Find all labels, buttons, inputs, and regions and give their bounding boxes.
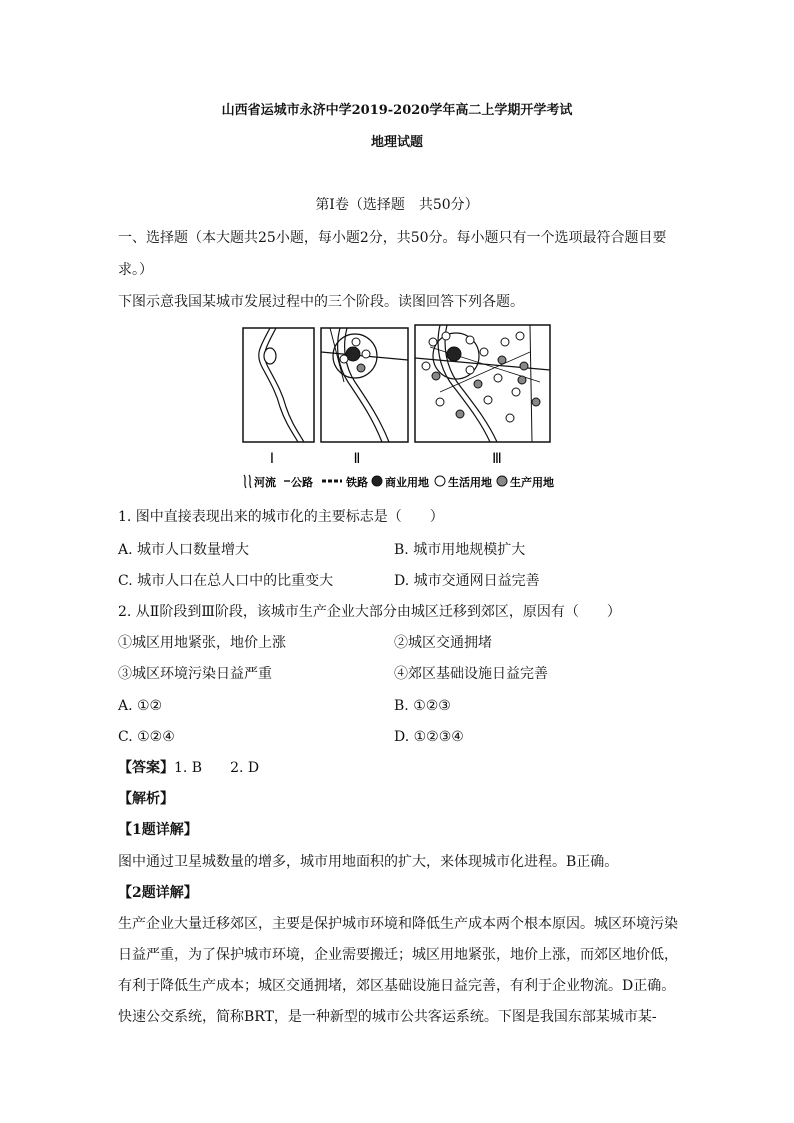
stage-label-3: Ⅲ <box>492 451 502 467</box>
residential-legend-icon <box>435 476 445 486</box>
commercial-legend-icon <box>372 476 382 486</box>
question-1-option-c: C. 城市人口在总人口中的比重变大 <box>118 573 334 589</box>
question-1-option-a: A. 城市人口数量增大 <box>118 542 250 558</box>
stage-1-frame <box>243 328 314 442</box>
answer-label: 【答案】 <box>118 760 174 776</box>
legend-railway: 铁路 <box>346 476 368 489</box>
stage-label-1: Ⅰ <box>269 451 275 467</box>
figure-legend <box>244 475 554 489</box>
legend-residential: 生活用地 <box>448 476 492 489</box>
legend-road: 公路 <box>291 476 313 489</box>
question-1-stem: 1. 图中直接表现出来的城市化的主要标志是（ ） <box>118 509 444 525</box>
city-stages-figure <box>240 322 555 497</box>
q2-analysis-line-1: 生产企业大量迁移郊区，主要是保护城市环境和降低生产成本两个根本原因。城区环境污染 <box>118 916 678 932</box>
city-stages-map <box>240 322 555 497</box>
section-heading: 第Ⅰ卷（选择题 共50分） <box>315 197 479 213</box>
question-2-option-a: A. ①② <box>118 698 163 714</box>
question-2-item-1: ①城区用地紧张，地价上涨 <box>118 635 286 651</box>
q2-analysis-line-2: 日益严重，为了保护城市环境，企业需要搬迁；城区用地紧张，地价上涨，而郊区地价低， <box>118 947 678 963</box>
stage-label-2: Ⅱ <box>353 451 361 467</box>
legend-commercial: 商业用地 <box>385 476 429 489</box>
question-2-option-d: D. ①②③④ <box>394 729 464 745</box>
q2-analysis-label: 【2题详解】 <box>118 885 198 901</box>
instructions-line-2: 求。） <box>118 262 153 278</box>
stage-3-commercial <box>447 347 461 361</box>
figure-intro: 下图示意我国某城市发展过程中的三个阶段。读图回答下列各题。 <box>118 294 524 310</box>
river-legend-icon <box>244 475 246 488</box>
industrial-legend-icon <box>497 476 507 486</box>
stage-1-settlement <box>264 348 276 364</box>
question-2-option-b: B. ①②③ <box>394 698 451 714</box>
question-2-stem: 2. 从Ⅱ阶段到Ⅲ阶段，该城市生产企业大部分由城区迁移到郊区，原因有（ ） <box>118 604 621 620</box>
next-question-intro: 快速公交系统，简称BRT，是一种新型的城市公共客运系统。下图是我国东部某城市某- <box>118 1009 657 1025</box>
q2-analysis-line-3: 有利于降低生产成本；城区交通拥堵，郊区基础设施日益完善，有利于企业物流。D正确。 <box>118 978 676 994</box>
question-2-option-c: C. ①②④ <box>118 729 175 745</box>
legend-river: 河流 <box>254 476 276 489</box>
q1-analysis-text: 图中通过卫星城数量的增多，城市用地面积的扩大，来体现城市化进程。B正确。 <box>118 854 619 870</box>
answer-line <box>118 758 259 778</box>
answer-text: 1. B 2. D <box>174 760 260 776</box>
q1-analysis-label: 【1题详解】 <box>118 822 198 838</box>
question-2-item-4: ④郊区基础设施日益完善 <box>394 666 548 682</box>
analysis-label: 【解析】 <box>118 791 174 807</box>
instructions-line-1: 一、选择题（本大题共25小题，每小题2分，共50分。每小题只有一个选项最符合题目要 <box>118 230 667 246</box>
question-1-option-d: D. 城市交通网日益完善 <box>394 573 540 589</box>
paper-title: 山西省运城市永济中学2019-2020学年高二上学期开学考试 <box>221 103 573 118</box>
paper-subtitle: 地理试题 <box>370 135 423 150</box>
legend-industrial: 生产用地 <box>510 476 554 489</box>
question-1-option-b: B. 城市用地规模扩大 <box>394 542 526 558</box>
question-2-item-3: ③城区环境污染日益严重 <box>118 666 272 682</box>
question-2-item-2: ②城区交通拥堵 <box>394 635 492 651</box>
